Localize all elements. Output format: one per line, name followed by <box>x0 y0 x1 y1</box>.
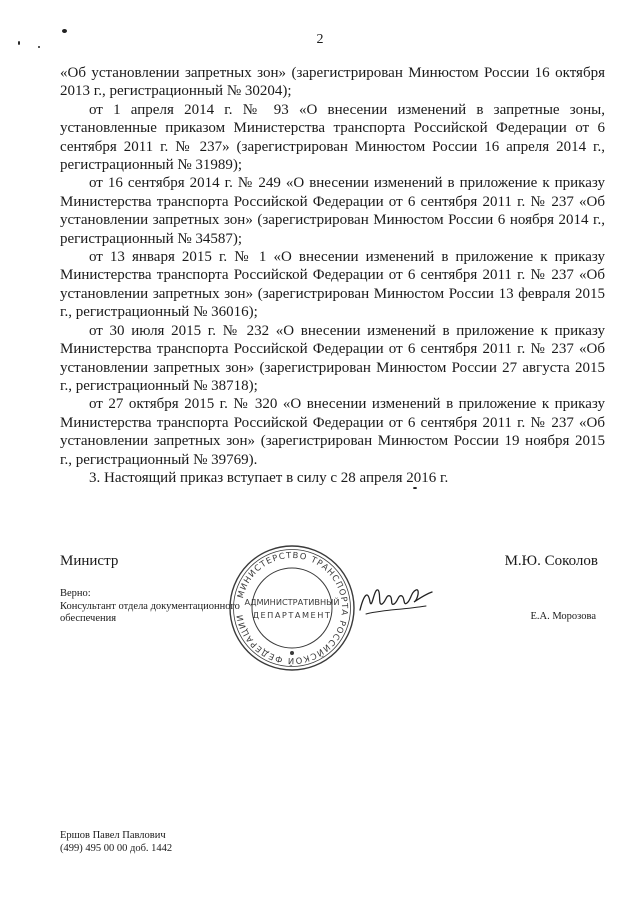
scan-speck <box>18 41 20 45</box>
seal-inner-ring <box>252 568 332 648</box>
paragraph-6: от 27 октября 2015 г. № 320 «О внесении изменений в приложение к приказу Министерства транспорта Российской Федерации от 6 сентября 2011 г. № 237 «Об установлении запретных зон» (зарегистрирован Минюстом России 19 ноября 2015 г., регистрационный № 39769). <box>60 396 605 468</box>
paragraph-5: от 30 июля 2015 г. № 232 «О внесении изменений в приложение к приказу Министерства транспорта Российской Федерации от 6 сентября 2011 г. № 237 «Об установлении запретных зон» (зарегистрирован Минюстом России 27 августа 2015 г., регистрационный № 38718); <box>60 322 605 394</box>
contact-name: Ершов Павел Павлович <box>60 830 166 841</box>
seal-line-1: АДМИНИСТРАТИВНЫЙ <box>244 597 340 607</box>
scan-speck <box>38 46 40 48</box>
seal-ring-text: МИНИСТЕРСТВО ТРАНСПОРТА РОССИЙСКОЙ ФЕДЕРАЦИИ <box>234 549 351 667</box>
scan-speck <box>413 487 417 489</box>
contact-block <box>60 830 172 855</box>
paragraph-4: от 13 января 2015 г. № 1 «О внесении изменений в приложение к приказу Министерства транспорта Российской Федерации от 6 сентября 2011 г. № 237 «Об установлении запретных зон» (зарегистрирован Минюстом России 13 февраля 2015 г., регистрационный № 36016); <box>60 249 605 321</box>
verification-position: Консультант отдела документационного обеспечения <box>60 600 240 624</box>
seal-star-icon <box>290 651 294 655</box>
official-seal <box>226 542 358 674</box>
signatory-title: Министр <box>60 553 119 569</box>
page-number: 2 <box>316 32 324 47</box>
paragraph-2: от 1 апреля 2014 г. № 93 «О внесении изменений в запретные зоны, установленные приказом Министерства транспорта Российской Федерации от 6 сентября 2011 г. № 237» (зарегистрирован Минюстом России 16 апреля 2014 г., регистрационный № 31989); <box>60 101 605 174</box>
signatory-name: М.Ю. Соколов <box>504 553 598 569</box>
verification-label: Верно: <box>60 588 91 599</box>
paragraph-7: 3. Настоящий приказ вступает в силу с 28 апреля 2016 г. <box>89 469 449 486</box>
contact-phone: (499) 495 00 00 доб. 1442 <box>60 842 173 854</box>
paragraph-3: от 16 сентября 2014 г. № 249 «О внесении изменений в приложение к приказу Министерства транспорта Российской Федерации от 6 сентября 2011 г. № 237 «Об установлении запретных зон» (зарегистрирован Минюстом России 6 ноября 2014 г., регистрационный № 34587); <box>60 175 605 247</box>
paragraph-1: «Об установлении запретных зон» (зарегистрирован Минюстом России 16 октября 2013 г., регистрационный № 30204); <box>60 65 605 100</box>
seal-line-2: ДЕПАРТАМЕНТ <box>252 610 332 620</box>
verifier-name: Е.А. Морозова <box>530 611 596 622</box>
handwritten-signature <box>356 580 436 620</box>
document-body <box>60 64 605 487</box>
scan-speck <box>62 29 67 33</box>
